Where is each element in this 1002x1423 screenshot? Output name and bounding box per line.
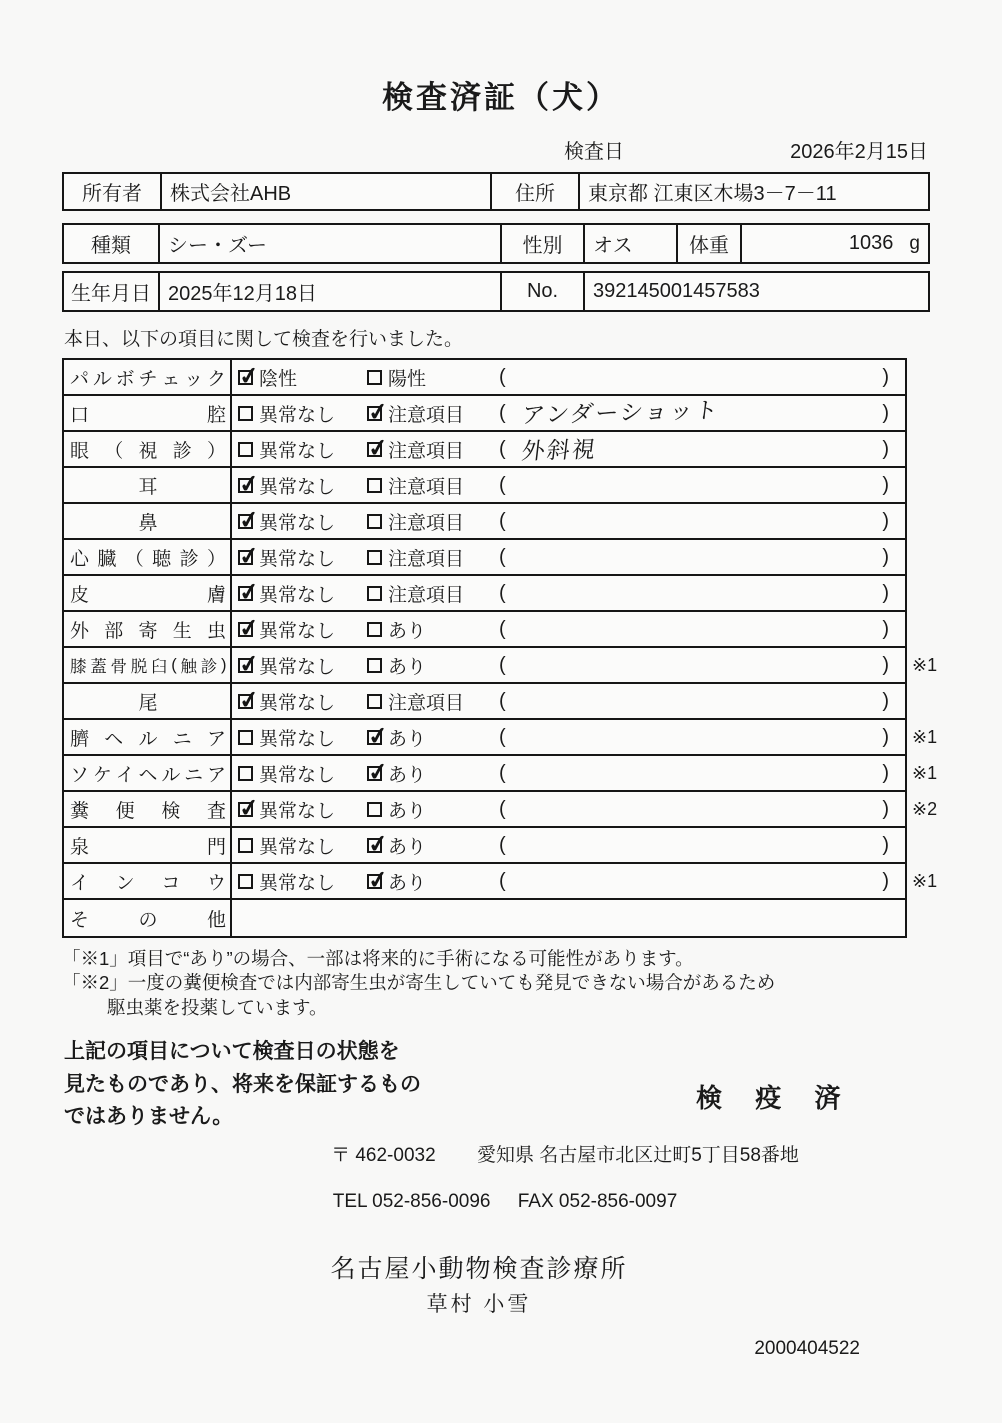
remarks-field — [499, 870, 905, 893]
checkbox-label: 異常なし — [259, 476, 336, 498]
result-option — [232, 688, 367, 715]
handwritten-remark — [522, 512, 884, 521]
exam-item-label: ソ ケ イ ヘ ル ニ ア — [64, 756, 232, 790]
unchecked-checkbox — [367, 514, 382, 529]
handwritten-remark — [522, 620, 884, 629]
exam-item-result — [232, 648, 905, 682]
result-option — [367, 436, 499, 463]
breed-value: シー・ズー — [160, 225, 502, 262]
pet-info-table-row2 — [62, 271, 930, 312]
close-paren: ) — [882, 473, 889, 496]
remarks-field — [499, 510, 905, 533]
result-option — [367, 508, 499, 535]
exam-item-label: 皮 膚 — [64, 576, 232, 610]
exam-item-result — [232, 468, 905, 502]
handwritten-remark — [522, 476, 884, 485]
open-paren: ( — [499, 617, 506, 640]
unchecked-checkbox — [367, 622, 382, 637]
result-option — [367, 616, 499, 643]
checklist-row — [64, 612, 905, 648]
remarks-field — [499, 834, 905, 857]
pet-info-table-row1 — [62, 223, 930, 264]
checked-checkbox — [238, 370, 253, 385]
exam-item-label: パ ル ボ チ ェ ッ ク — [64, 360, 232, 394]
owner-value: 株式会社AHB — [162, 174, 492, 209]
open-paren: ( — [499, 869, 506, 892]
sex-label: 性別 — [502, 225, 585, 262]
checkbox-label: 異常なし — [259, 620, 336, 642]
remarks-field — [499, 726, 905, 749]
exam-item-label: そ の 他 — [64, 900, 232, 936]
checked-checkbox — [238, 694, 253, 709]
remarks-field — [499, 798, 905, 821]
exam-checklist-table — [62, 358, 938, 938]
checkbox-label: 注意項目 — [388, 476, 465, 498]
disclaimer-and-stamp-row — [64, 1036, 1002, 1134]
checked-checkbox — [238, 658, 253, 673]
close-paren: ) — [882, 869, 889, 892]
postal-mark: 〒 — [331, 1144, 351, 1166]
remarks-field — [499, 690, 905, 713]
disclaimer-line-1: 上記の項目について検査日の状態を — [64, 1040, 400, 1064]
result-option — [232, 508, 367, 535]
result-option — [232, 832, 367, 859]
result-option — [367, 364, 499, 391]
weight-number: 1036 — [848, 232, 894, 254]
weight-label: 体重 — [678, 225, 742, 262]
unchecked-checkbox — [238, 406, 253, 421]
exam-item-result — [232, 504, 905, 538]
handwritten-remark: アンダーショット — [520, 396, 721, 428]
unchecked-checkbox — [238, 838, 253, 853]
address-value: 東京都 江東区木場3－7－11 — [588, 183, 837, 205]
close-paren: ) — [882, 401, 889, 424]
checkbox-label: 注意項目 — [388, 440, 465, 462]
footnote-1: 「※1」項目で“あり”の場合、一部は将来的に手術になる可能性があります。 — [62, 948, 694, 969]
unchecked-checkbox — [367, 370, 382, 385]
clinic-name: 名古屋小動物検査診療所 — [330, 1254, 628, 1283]
result-option — [232, 724, 367, 751]
result-option — [232, 400, 367, 427]
exam-item-label: 膝 蓋 骨 脱 臼 ( 触 診 ) — [64, 648, 232, 682]
checked-checkbox — [367, 838, 382, 853]
remarks-field — [499, 366, 905, 389]
unchecked-checkbox — [238, 730, 253, 745]
handwritten-remark — [522, 764, 884, 773]
fax-number: FAX 052-856-0097 — [517, 1190, 678, 1212]
disclaimer-text — [64, 1036, 456, 1134]
open-paren: ( — [499, 761, 506, 784]
handwritten-remark — [522, 692, 884, 701]
checkbox-label: 異常なし — [259, 440, 336, 462]
checkbox-label: あり — [388, 872, 427, 894]
exam-item-label: 外 部 寄 生 虫 — [64, 612, 232, 646]
exam-item-label: 臍 ヘ ル ニ ア — [64, 720, 232, 754]
disclaimer-line-3: ではありません。 — [64, 1105, 234, 1129]
exam-item-label: 眼 （ 視 診 ） — [64, 432, 232, 466]
result-option — [232, 472, 367, 499]
open-paren: ( — [499, 401, 506, 424]
microchip-no-value: 392145001457583 — [593, 280, 760, 302]
checkbox-label: あり — [388, 800, 427, 822]
handwritten-remark — [522, 368, 884, 377]
checked-checkbox — [367, 406, 382, 421]
checkbox-label: 異常なし — [259, 800, 336, 822]
result-option — [232, 868, 367, 895]
unchecked-checkbox — [367, 478, 382, 493]
checked-checkbox — [367, 730, 382, 745]
exam-date-row — [62, 135, 930, 164]
postal-code — [331, 1145, 436, 1166]
handwritten-remark — [522, 548, 884, 557]
checkbox-label: 異常なし — [259, 764, 336, 786]
clinic-address: 愛知県 名古屋市北区辻町5丁目58番地 — [476, 1144, 799, 1166]
result-option — [232, 544, 367, 571]
exam-date-value: 2026年2月15日 — [790, 141, 928, 163]
postal-code-number: 462-0032 — [355, 1144, 436, 1166]
close-paren: ) — [882, 437, 889, 460]
exam-item-result — [232, 900, 905, 936]
result-option — [367, 580, 499, 607]
footnote-2-continued: 駆虫薬を投薬しています。 — [107, 996, 328, 1018]
result-option — [367, 832, 499, 859]
close-paren: ) — [882, 725, 889, 748]
close-paren: ) — [882, 365, 889, 388]
exam-item-label: 鼻 — [64, 504, 232, 538]
exam-item-label: 泉 門 — [64, 828, 232, 862]
result-option — [367, 400, 499, 427]
birthdate-value: 2025年12月18日 — [160, 273, 502, 310]
checkbox-label: 注意項目 — [388, 512, 465, 534]
exam-item-label: 口 腔 — [64, 396, 232, 430]
open-paren: ( — [499, 689, 506, 712]
remarks-field — [499, 762, 905, 785]
checklist-row — [64, 540, 905, 576]
open-paren: ( — [499, 797, 506, 820]
serial-number: 2000404522 — [754, 1337, 860, 1359]
open-paren: ( — [499, 833, 506, 856]
checklist-row — [64, 828, 905, 864]
result-option — [367, 724, 499, 751]
checklist-row — [64, 576, 905, 612]
clinic-postal-address — [64, 1140, 1002, 1167]
checkbox-label: 注意項目 — [388, 404, 465, 426]
result-option — [232, 436, 367, 463]
handwritten-remark — [522, 872, 884, 881]
checkbox-label: 異常なし — [259, 836, 336, 858]
remarks-field — [499, 433, 905, 466]
checkbox-label: 注意項目 — [388, 692, 465, 714]
result-option — [232, 364, 367, 391]
open-paren: ( — [499, 365, 506, 388]
exam-item-label: 尾 — [64, 684, 232, 718]
reference-mark: ※1 — [912, 655, 938, 675]
exam-item-result — [232, 540, 905, 574]
remarks-field — [499, 546, 905, 569]
checkbox-label: 異常なし — [259, 584, 336, 606]
checked-checkbox — [367, 766, 382, 781]
exam-item-label: イ ン コ ウ — [64, 864, 232, 898]
result-option — [232, 580, 367, 607]
birthdate-label: 生年月日 — [64, 273, 160, 310]
checklist-row — [64, 648, 905, 684]
checkbox-label: 異常なし — [259, 728, 336, 750]
remarks-field — [499, 654, 905, 677]
checklist-row — [64, 864, 905, 900]
handwritten-remark — [522, 728, 884, 737]
checklist-row — [64, 504, 905, 540]
exam-item-result — [232, 828, 905, 862]
result-option — [367, 688, 499, 715]
checkbox-label: 陰性 — [259, 368, 298, 390]
owner-table — [62, 172, 930, 211]
checkbox-label: 異常なし — [259, 872, 336, 894]
examiner-name: 草村 小雪 — [426, 1292, 532, 1316]
close-paren: ) — [882, 833, 889, 856]
unchecked-checkbox — [238, 442, 253, 457]
result-option — [232, 796, 367, 823]
exam-date-label: 検査日 — [564, 141, 624, 163]
checked-checkbox — [238, 622, 253, 637]
checkbox-label: 注意項目 — [388, 584, 465, 606]
unchecked-checkbox — [367, 694, 382, 709]
handwritten-remark — [522, 800, 884, 809]
checkbox-label: 陽性 — [388, 368, 427, 390]
checked-checkbox — [367, 442, 382, 457]
exam-item-result — [232, 432, 905, 466]
checkbox-label: 異常なし — [259, 692, 336, 714]
result-option — [232, 616, 367, 643]
checklist-row — [64, 432, 905, 468]
exam-item-label: 糞 便 検 査 — [64, 792, 232, 826]
close-paren: ) — [882, 761, 889, 784]
intro-text: 本日、以下の項目に関して検査を行いました。 — [64, 329, 464, 350]
reference-mark: ※1 — [912, 763, 938, 783]
weight-value — [742, 225, 928, 262]
breed-label: 種類 — [64, 225, 160, 262]
result-option — [367, 796, 499, 823]
checklist-row — [64, 900, 905, 936]
owner-label: 所有者 — [64, 174, 162, 209]
checkbox-label: あり — [388, 764, 427, 786]
reference-mark: ※2 — [912, 799, 938, 819]
handwritten-remark: 外斜視 — [520, 435, 599, 464]
unchecked-checkbox — [367, 550, 382, 565]
close-paren: ) — [882, 509, 889, 532]
result-option — [367, 868, 499, 895]
result-option — [367, 544, 499, 571]
open-paren: ( — [499, 473, 506, 496]
checked-checkbox — [367, 874, 382, 889]
address-label: 住所 — [492, 174, 580, 209]
checked-checkbox — [238, 478, 253, 493]
checkbox-label: 異常なし — [259, 548, 336, 570]
exam-item-result — [232, 792, 905, 826]
exam-item-result — [232, 576, 905, 610]
unchecked-checkbox — [367, 802, 382, 817]
checked-checkbox — [238, 514, 253, 529]
close-paren: ) — [882, 653, 889, 676]
handwritten-remark — [522, 584, 884, 593]
exam-item-label: 心 臓 （ 聴 診 ） — [64, 540, 232, 574]
handwritten-remark — [522, 836, 884, 845]
sex-value: オス — [585, 225, 678, 262]
handwritten-remark — [522, 656, 884, 665]
checklist-row — [64, 684, 905, 720]
open-paren: ( — [499, 653, 506, 676]
close-paren: ) — [882, 689, 889, 712]
exam-item-label: 耳 — [64, 468, 232, 502]
disclaimer-line-2: 見たものであり、将来を保証するもの — [64, 1072, 421, 1096]
close-paren: ) — [882, 797, 889, 820]
checkbox-label: あり — [388, 620, 427, 642]
result-option — [367, 760, 499, 787]
open-paren: ( — [499, 581, 506, 604]
reference-mark: ※1 — [912, 727, 938, 747]
result-option — [232, 760, 367, 787]
close-paren: ) — [882, 581, 889, 604]
close-paren: ) — [882, 617, 889, 640]
checkbox-label: 異常なし — [259, 656, 336, 678]
quarantine-passed-stamp: 検 疫 済 — [696, 1083, 854, 1114]
tel-number: TEL 052-856-0096 — [332, 1190, 491, 1212]
clinic-phone-line — [4, 1191, 1002, 1213]
checklist-row — [64, 792, 905, 828]
checkbox-label: 注意項目 — [388, 548, 465, 570]
unchecked-checkbox — [238, 766, 253, 781]
page-title: 検査済証（犬） — [382, 80, 620, 115]
unchecked-checkbox — [367, 586, 382, 601]
weight-unit: g — [909, 232, 920, 254]
checked-checkbox — [238, 550, 253, 565]
footnotes — [62, 947, 1002, 1020]
exam-item-result — [232, 612, 905, 646]
checked-checkbox — [238, 802, 253, 817]
open-paren: ( — [499, 437, 506, 460]
checklist-row — [64, 468, 905, 504]
exam-item-result — [232, 684, 905, 718]
checkbox-label: 異常なし — [259, 512, 336, 534]
checked-checkbox — [238, 586, 253, 601]
exam-item-result — [232, 756, 905, 790]
result-option — [367, 652, 499, 679]
checkbox-label: あり — [388, 656, 427, 678]
unchecked-checkbox — [367, 658, 382, 673]
unchecked-checkbox — [238, 874, 253, 889]
open-paren: ( — [499, 725, 506, 748]
remarks-field — [499, 618, 905, 641]
close-paren: ) — [882, 545, 889, 568]
open-paren: ( — [499, 545, 506, 568]
footnote-2: 「※2」一度の糞便検査では内部寄生虫が寄生していても発見できない場合があるため — [62, 972, 776, 994]
result-option — [232, 652, 367, 679]
checklist-row — [64, 756, 905, 792]
checkbox-label: あり — [388, 836, 427, 858]
remarks-field — [499, 474, 905, 497]
checkbox-label: あり — [388, 728, 427, 750]
checklist-row — [64, 720, 905, 756]
result-option — [367, 472, 499, 499]
reference-mark: ※1 — [912, 871, 938, 891]
exam-item-result — [232, 720, 905, 754]
remarks-field — [499, 582, 905, 605]
checkbox-label: 異常なし — [259, 404, 336, 426]
microchip-no-label: No. — [502, 273, 585, 310]
exam-item-result — [232, 864, 905, 898]
open-paren: ( — [499, 509, 506, 532]
